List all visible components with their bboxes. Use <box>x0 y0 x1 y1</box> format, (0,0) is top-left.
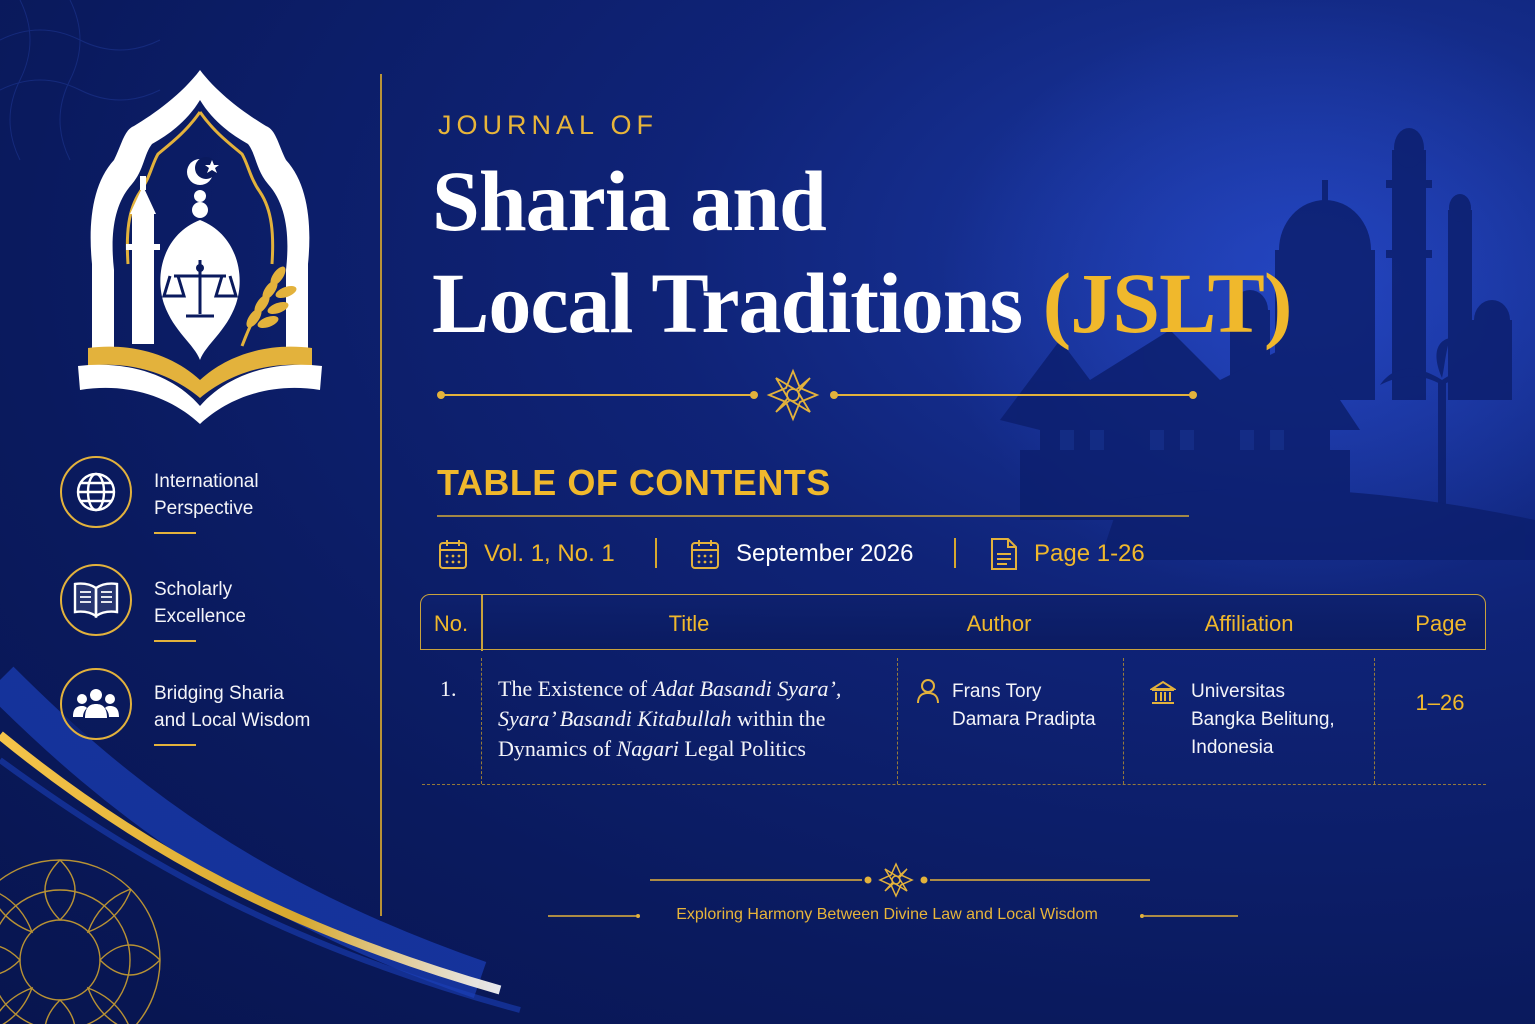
column-header-title: Title <box>668 611 710 636</box>
feature-underline <box>154 744 196 746</box>
table-row[interactable] <box>420 650 1486 786</box>
toc-table-header <box>420 594 1486 650</box>
vertical-divider <box>380 74 382 916</box>
journal-title <box>432 150 1312 354</box>
volume-text: Vol. 1, No. 1 <box>484 540 615 567</box>
feature-international-perspective <box>60 456 360 540</box>
date-text: September 2026 <box>736 540 914 567</box>
people-group-icon <box>60 668 132 740</box>
feature-underline <box>154 532 196 534</box>
feature-label: International Perspective <box>154 471 259 519</box>
globe-icon <box>60 456 132 528</box>
column-header-affiliation: Affiliation <box>1204 611 1294 636</box>
article-author: Frans Tory Damara Pradipta <box>952 681 1096 730</box>
column-header-no: No. <box>433 611 469 636</box>
column-header-page: Page <box>1415 611 1467 636</box>
footer-tagline: Exploring Harmony Between Divine Law and Local Wisdom <box>676 906 1098 923</box>
meta-separator <box>954 538 956 568</box>
feature-label: Scholarly Excellence <box>154 579 246 627</box>
title-abbreviation: (JSLT) <box>1042 255 1292 351</box>
feature-underline <box>154 640 196 642</box>
toc-heading: TABLE OF CONTENTS <box>437 462 831 503</box>
journal-kicker: JOURNAL OF <box>438 110 659 140</box>
column-header-author: Author <box>966 611 1032 636</box>
title-line-2 <box>432 252 1312 354</box>
feature-scholarly-excellence <box>60 564 360 648</box>
title-italic-segment: Adat Basandi Syara’, Syara’ Basandi Kitabullah <box>498 676 842 731</box>
footer-ornament <box>640 860 1160 900</box>
title-italic-segment: Nagari <box>616 736 679 761</box>
cell-separator <box>897 658 898 784</box>
meta-volume <box>438 532 615 576</box>
row-separator <box>422 784 1486 785</box>
article-affiliation: Universitas Bangka Belitung, Indonesia <box>1191 681 1335 758</box>
title-line-1: Sharia and <box>432 153 826 249</box>
toc-heading-rule <box>437 515 1189 517</box>
meta-date <box>690 532 913 576</box>
calendar-icon <box>438 538 468 570</box>
header-separator <box>481 595 483 651</box>
cell-separator <box>481 658 482 784</box>
pages-text: Page 1-26 <box>1034 540 1145 567</box>
meta-separator <box>655 538 657 568</box>
article-page-range: 1–26 <box>1415 690 1465 715</box>
meta-pages <box>990 532 1145 576</box>
document-icon <box>990 537 1018 571</box>
title-segment: within the Dynamics of <box>498 706 826 761</box>
person-icon <box>916 678 940 704</box>
journal-logo-emblem <box>74 64 326 426</box>
article-number: 1. <box>440 676 457 701</box>
title-segment: The Existence of <box>498 676 653 701</box>
feature-bridging-sharia <box>60 668 360 752</box>
title-segment: Legal Politics <box>678 736 806 761</box>
article-title[interactable] <box>498 674 888 764</box>
ornamental-divider <box>436 368 1198 422</box>
title-line-2-text: Local Traditions <box>432 255 1023 351</box>
open-book-icon <box>60 564 132 636</box>
star-ornament-icon <box>769 371 817 419</box>
calendar-icon <box>690 538 720 570</box>
star-ornament-icon <box>880 864 912 896</box>
institution-icon <box>1150 680 1176 706</box>
feature-label: Bridging Sharia and Local Wisdom <box>154 683 311 731</box>
